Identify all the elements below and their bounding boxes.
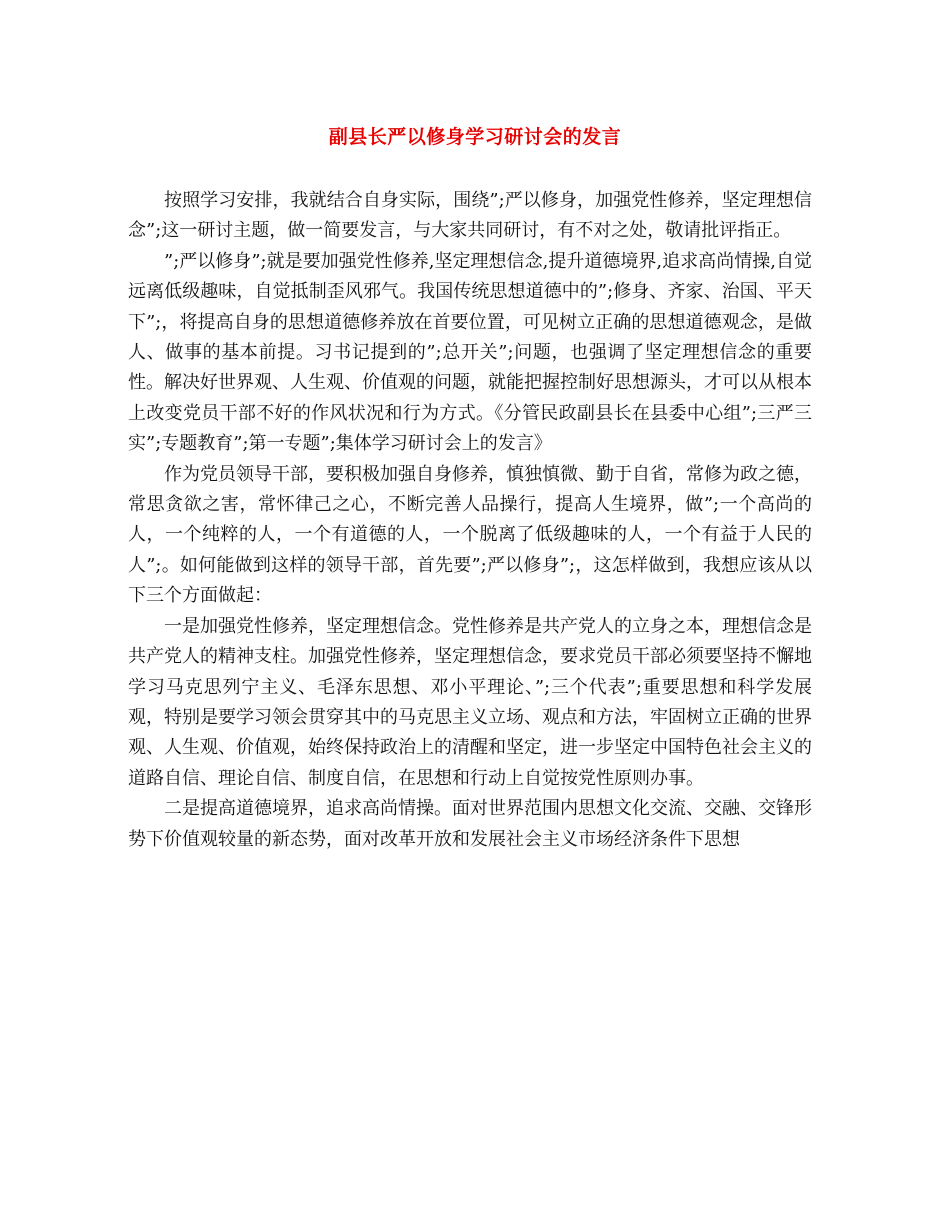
body-paragraph-5: 二是提高道德境界，追求高尚情操。面对世界范围内思想文化交流、交融、交锋形势下价值观较量的新态势，面对改革开放和发展社会主义市场经济条件下思想 <box>128 798 812 850</box>
body-paragraph-4: 一是加强党性修养，坚定理想信念。党性修养是共产党人的立身之本，理想信念是共产党人的精神支柱。加强党性修养，坚定理想信念，要求党员干部必须要坚持不懈地学习马克思列宁主义、毛泽东思想、邓小平理论、”;三个代表”;重要思想和科学发展观，特别是要学习领会贯穿其中的马克思主义立场、观点和方法，牢固树立正确的世界观、人生观、价值观，始终保持政治上的清醒和坚定，进一步坚定中国特色社会主义的道路自信、理论自信、制度自信，在思想和行动上自觉按党性原则办事。 <box>128 615 812 789</box>
body-paragraph-2: ”;严以修身”;就是要加强党性修养,坚定理想信念,提升道德境界,追求高尚情操,自觉远离低级趣味，自觉抵制歪风邪气。我国传统思想道德中的”;修身、齐家、治国、平天下”;，将提高自身的思想道德修养放在首要位置，可见树立正确的思想道德观念，是做人、做事的基本前提。习书记提到的”;总开关”;问题，也强调了坚定理想信念的重要性。解决好世界观、人生观、价值观的问题，就能把握控制好思想源头，才可以从根本上改变党员干部不好的作风状况和行为方式。《分管民政副县长在县委中心组”;三严三实”;专题教育”;第一专题”;集体学习研讨会上的发言》 <box>128 250 812 455</box>
body-paragraph-1: 按照学习安排，我就结合自身实际，围绕”;严以修身，加强党性修养，坚定理想信念”;这一研讨主题，做一简要发言，与大家共同研讨，有不对之处，敬请批评指正。 <box>128 190 812 242</box>
document-body <box>128 186 812 855</box>
body-paragraph-3: 作为党员领导干部，要积极加强自身修养，慎独慎微、勤于自省，常修为政之德，常思贪欲之害，常怀律己之心，不断完善人品操行，提高人生境界，做”;一个高尚的人，一个纯粹的人，一个有道德的人，一个脱离了低级趣味的人，一个有益于人民的人”;。如何能做到这样的领导干部，首先要”;严以修身”;，这怎样做到，我想应该从以下三个方面做起： <box>128 463 812 607</box>
document-title: 副县长严以修身学习研讨会的发言 <box>328 126 622 148</box>
